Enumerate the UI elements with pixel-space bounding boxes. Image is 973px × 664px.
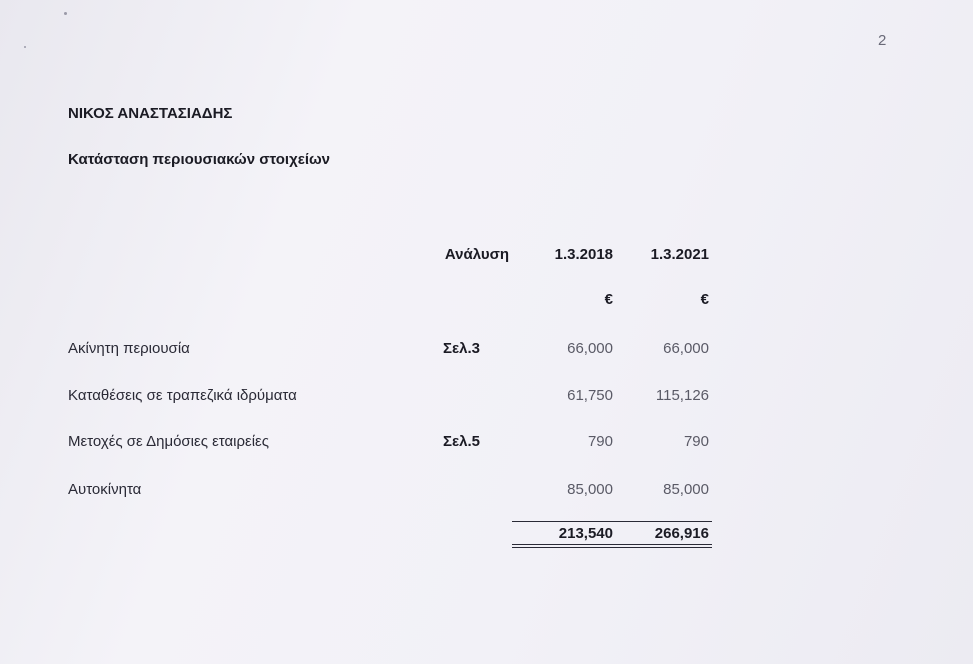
asset-value-2018: 61,750 (567, 387, 613, 404)
column-header-analysis: Ανάλυση (444, 246, 509, 263)
asset-ref-shares: Σελ.5 (443, 433, 480, 450)
owner-name: ΝΙΚΟΣ ΑΝΑΣΤΑΣΙΑΔΗΣ (68, 105, 233, 122)
asset-value-2018: 85,000 (567, 481, 613, 498)
scan-speck (24, 46, 26, 48)
asset-label-bank-deposits: Καταθέσεις σε τραπεζικά ιδρύματα (68, 387, 297, 404)
asset-value-2018: 790 (587, 433, 613, 450)
asset-label-shares: Μετοχές σε Δημόσιες εταιρείες (68, 433, 269, 450)
asset-value-2021: 85,000 (663, 481, 709, 498)
statement-title: Κατάσταση περιουσιακών στοιχείων (68, 151, 331, 168)
asset-value-2018: 66,000 (567, 340, 613, 357)
asset-value-2021: 790 (683, 433, 709, 450)
total-double-rule-2 (512, 547, 712, 548)
total-value-2021: 266,916 (654, 525, 709, 542)
asset-label-real-estate: Ακίνητη περιουσία (68, 340, 190, 357)
total-value-2018: 213,540 (558, 525, 613, 542)
currency-symbol-1: € (604, 291, 613, 308)
column-header-date-1: 1.3.2018 (554, 246, 613, 263)
asset-value-2021: 115,126 (655, 387, 709, 404)
currency-symbol-2: € (700, 291, 709, 308)
asset-ref-real-estate: Σελ.3 (443, 340, 480, 357)
column-header-date-2: 1.3.2021 (650, 246, 709, 263)
asset-label-cars: Αυτοκίνητα (68, 481, 142, 498)
asset-value-2021: 66,000 (663, 340, 709, 357)
page-number: 2 (878, 32, 887, 49)
scan-speck (64, 12, 67, 15)
total-top-rule (512, 521, 712, 522)
total-double-rule-1 (512, 544, 712, 545)
